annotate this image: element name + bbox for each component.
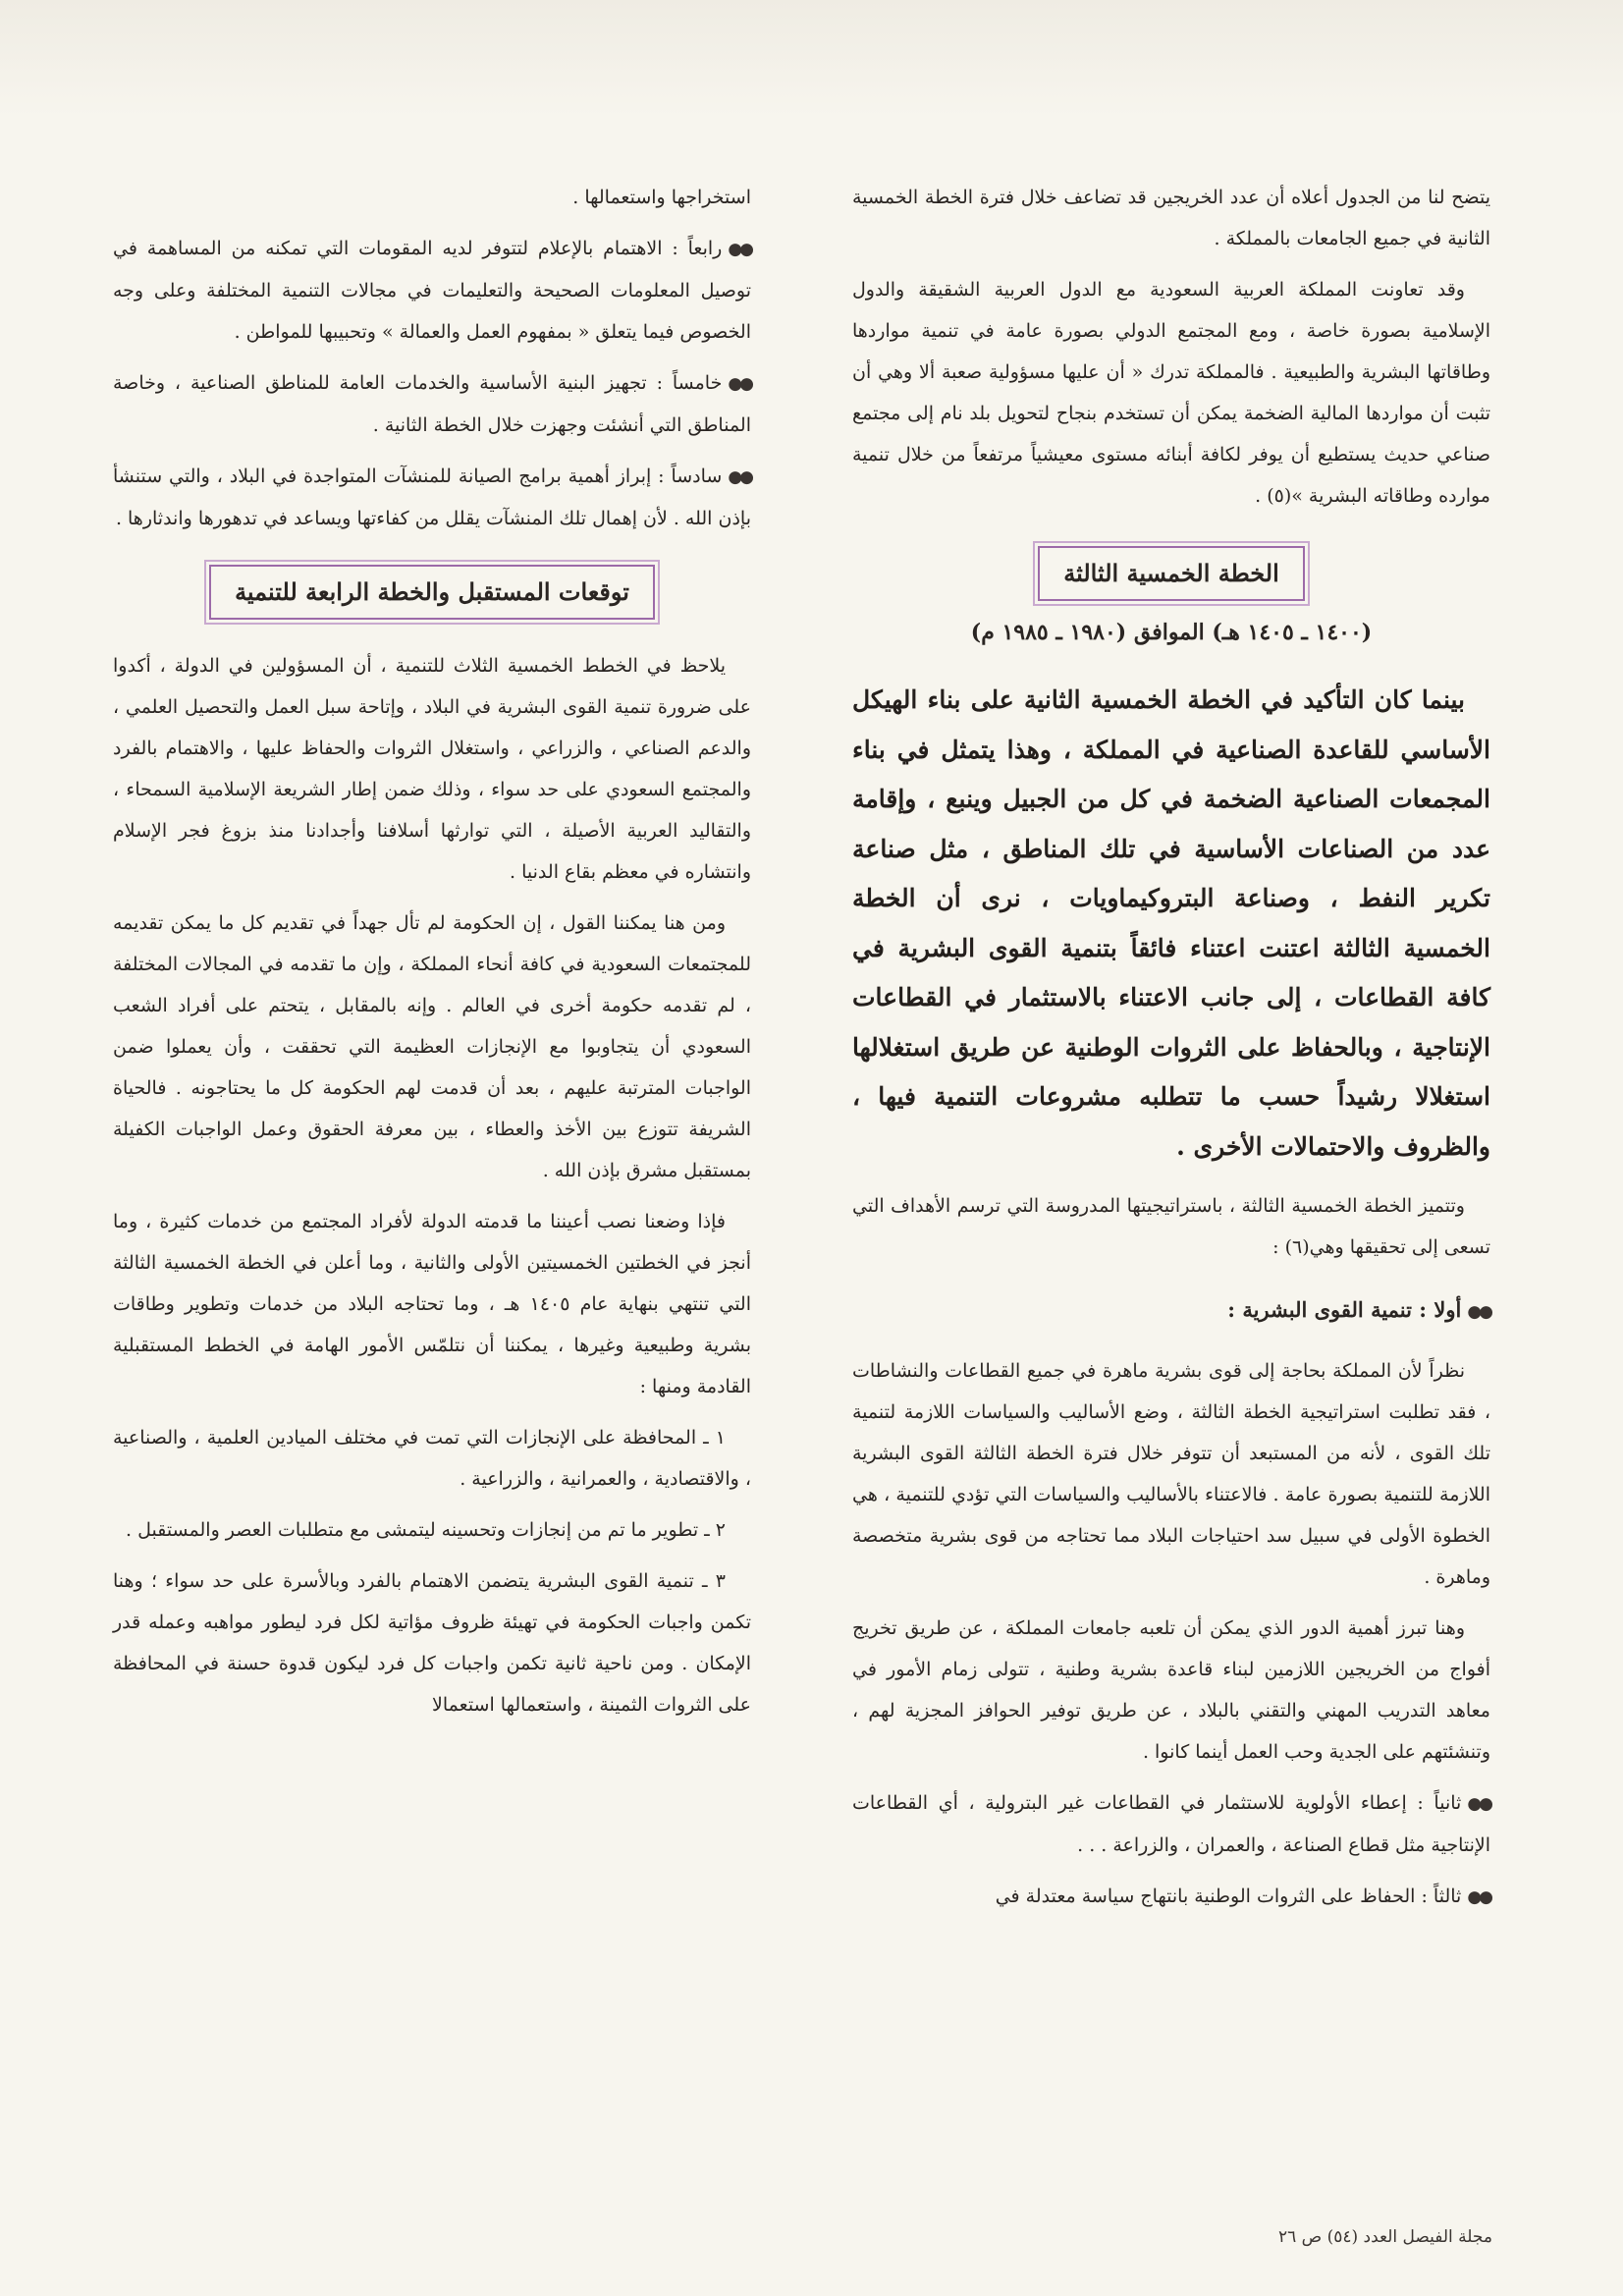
numbered-item: ٢ ـ تطوير ما تم من إنجازات وتحسينه ليتمشى مع متطلبات العصر والمستقبل . [126,1519,726,1541]
page-footer: مجلة الفيصل العدد (٥٤) ص ٢٦ [1277,2227,1492,2247]
paragraph: وقد تعاونت المملكة العربية السعودية مع الدول العربية الشقيقة والدول الإسلامية بصورة خاصة ، ومع المجتمع الدولي بصورة عامة في تنمية مواردها وطاقاتها البشرية والطبيعية . فالمملكة تدرك « أن عليها مسؤولية صعبة ألا وهي أن تثبت أن مواردها المالية الضخمة يمكن أن تستخدم بنجاح لتحويل بلد نام إلى مجتمع صناعي حديث يستطيع أن يوفر لكافة أبنائه مستوى معيشياً مرتفعاً من خلال تنمية موارده وطاقاته البشرية »(٥) . [852,279,1490,507]
section-title-box: الخطة الخمسية الثالثة [1038,546,1305,601]
paragraph: استخراجها واستعمالها . [572,187,751,208]
bullet-text: ثانياً : إعطاء الأولوية للاستثمار في القطاعات غير البترولية ، أي القطاعات الإنتاجية مثل قطاع الصناعة ، والعمران ، والزراعة . . . [852,1792,1490,1856]
section-dates: (١٤٠٠ ـ ١٤٠٥ هـ) الموافق (١٩٨٠ ـ ١٩٨٥ م) [970,620,1373,645]
paragraph: يلاحظ في الخطط الخمسية الثلاث للتنمية ، أن المسؤولين في الدولة ، أكدوا على ضرورة تنمية القوى البشرية في البلاد ، وإتاحة سبل العمل والتحصيل العلمي ، والدعم الصناعي ، والزراعي ، واستغلال الثروات والحفاظ عليها ، والاهتمام بالفرد والمجتمع السعودي على حد سواء ، وذلك ضمن إطار الشريعة الإسلامية السمحاء ، والتقاليد العربية الأصيلة ، التي توارثها أسلافنا وأجدادنا منذ بزوغ فجر الإسلام وانتشاره في معظم بقاع الدنيا . [113,655,751,883]
bullet-icon: ●● [728,240,751,259]
section-title-box: توقعات المستقبل والخطة الرابعة للتنمية [209,565,655,620]
scan-margin [0,0,1623,118]
bullet-paragraph [113,456,751,539]
bullet-icon: ●● [728,467,751,487]
paragraph: ومن هنا يمكننا القول ، إن الحكومة لم تأل جهداً في تقديم كل ما يمكن تقديمه للمجتمعات السعودية في كافة أنحاء المملكة ، وإن ما تقدمه في المجالات المختلفة ، لم تقدمه حكومة أخرى في العالم . وإنه بالمقابل ، يتحتم على أفراد الشعب السعودي أن يتجاوبوا مع الإنجازات العظيمة التي تحققت ، وأن يعملوا ضمن الواجبات المترتبة عليهم ، بعد أن قدمت لهم الحكومة كل ما يحتاجونه . فالحياة الشريفة تتوزع بين الأخذ والعطاء ، بين معرفة الحقوق وعمل الواجبات الكفيلة بمستقبل مشرق بإذن الله . [113,912,751,1181]
paragraph: فإذا وضعنا نصب أعيننا ما قدمته الدولة لأفراد المجتمع من خدمات كثيرة ، وما أنجز في الخطتين الخمسيتين الأولى والثانية ، وما أعلن في الخطة الخمسية الثالثة التي تنتهي بنهاية عام ١٤٠٥ هـ ، وما تحتاجه البلاد من خدمات وتطوير وطاقات بشرية وطبيعية وغيرها ، يمكننا أن نتلمّس الأمور الهامة في الخطط المستقبلية القادمة ومنها : [113,1211,752,1397]
left-column [113,177,751,1735]
bullet-paragraph [852,1876,1490,1918]
bullet-icon: ●● [1467,1302,1490,1322]
bullet-icon: ●● [1467,1887,1490,1907]
paragraph: نظراً لأن المملكة بحاجة إلى قوى بشرية ماهرة في جميع القطاعات والنشاطات ، فقد تطلبت استراتيجية الخطة الثالثة ، وضع الأساليب والسياسات اللازمة لتنمية تلك القوى ، لأنه من المستبعد أن تتوفر خلال فترة الخطة الثالثة القوى البشرية اللازمة للتنمية بصورة عامة . فالاعتناء بالأساليب والسياسات التي تؤدي للتنمية ، هي الخطوة الأولى في سبيل سد احتياجات البلاد مما تحتاجه من قوى بشرية متخصصة وماهرة . [852,1360,1490,1588]
bullet-text: ثالثاً : الحفاظ على الثروات الوطنية بانتهاج سياسة معتدلة في [995,1886,1462,1907]
paragraph: وهنا تبرز أهمية الدور الذي يمكن أن تلعبه جامعات المملكة ، عن طريق تخريج أفواج من الخريجين اللازمين لبناء قاعدة بشرية وطنية ، تتولى زمام الأمور في معاهد التدريب المهني والتقني بالبلاد ، عن طريق توفير الحوافز المجزية لهم ، وتنشئتهم على الجدية وحب العمل أينما كانوا . [852,1617,1490,1763]
bullet-text: خامساً : تجهيز البنية الأساسية والخدمات العامة للمناطق الصناعية ، وخاصة المناطق التي أنشئت وجهزت خلال الخطة الثانية . [113,372,751,436]
subheading [852,1289,1490,1333]
numbered-item: ٣ ـ تنمية القوى البشرية يتضمن الاهتمام بالفرد وبالأسرة على حد سواء ؛ وهنا تكمن واجبات الحكومة في تهيئة ظروف مؤاتية لكل فرد ليطور مواهبه وعمله قدر الإمكان . ومن ناحية ثانية تكمن واجبات كل فرد ليكون قدوة حسنة في المحافظة على الثروات الثمينة ، واستعمالها استعمالا [113,1570,751,1716]
paragraph: يتضح لنا من الجدول أعلاه أن عدد الخريجين قد تضاعف خلال فترة الخطة الخمسية الثانية في جميع الجامعات بالمملكة . [852,187,1490,249]
paragraph: وتتميز الخطة الخمسية الثالثة ، باستراتيجيتها المدروسة التي ترسم الأهداف التي تسعى إلى تحقيقها وهي(٦) : [852,1195,1490,1258]
subheading-text: أولا : تنمية القوى البشرية : [1227,1297,1462,1322]
bullet-paragraph [113,228,751,353]
bullet-text: سادساً : إبراز أهمية برامج الصيانة للمنشآت المتواجدة في البلاد ، والتي ستنشأ بإذن الله . لأن إهمال تلك المنشآت يقلل من كفاءتها ويساعد في تدهورها واندثارها . [113,465,751,529]
right-column [852,177,1490,1928]
numbered-item: ١ ـ المحافظة على الإنجازات التي تمت في مختلف الميادين العلمية ، والصناعية ، والاقتصادية ، والعمرانية ، والزراعية . [113,1427,751,1490]
bullet-icon: ●● [1467,1794,1490,1814]
bullet-paragraph [113,362,751,446]
bullet-text: رابعاً : الاهتمام بالإعلام لتتوفر لديه المقومات التي تمكنه من المساهمة في توصيل المعلومات الصحيحة والتعليمات في مجالات التنمية المختلفة وعلى وجه الخصوص فيما يتعلق « بمفهوم العمل والعمالة » وتحبيبها للمواطن . [113,238,751,343]
bullet-icon: ●● [728,374,751,394]
bullet-paragraph [852,1782,1490,1866]
lead-paragraph: بينما كان التأكيد في الخطة الخمسية الثانية على بناء الهيكل الأساسي للقاعدة الصناعية في المملكة ، وهذا يتمثل في بناء المجمعات الصناعية الضخمة في كل من الجبيل وينبع ، وإقامة عدد من الصناعات الأساسية في تلك المناطق ، مثل صناعة تكرير النفط ، وصناعة البتروكيماويات ، نرى أن الخطة الخمسية الثالثة اعتنت اعتناء فائقاً بتنمية القوى البشرية في كافة القطاعات ، إلى جانب الاعتناء بالاستثمار في القطاعات الإنتاجية ، وبالحفاظ على الثروات الوطنية عن طريق استغلالها استغلالا رشيداً حسب ما تتطلبه مشروعات التنمية فيها ، والظروف والاحتمالات الأخرى . [852,685,1490,1161]
